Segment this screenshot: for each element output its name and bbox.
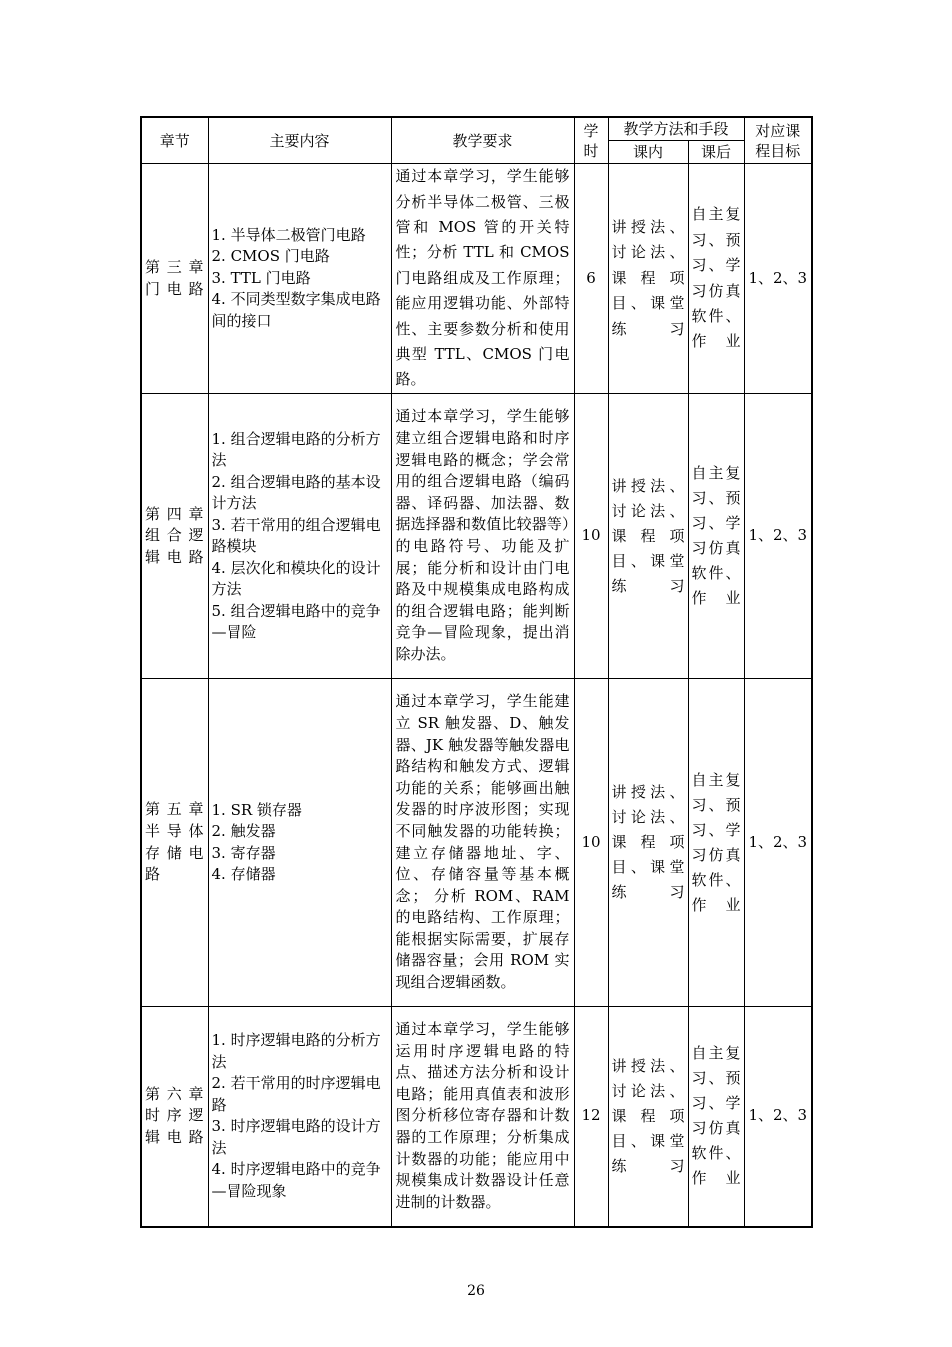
hours-cell: 10 (574, 394, 608, 679)
method-inside-cell: 讲授法、讨论法、课程项目、课堂练习 (608, 679, 688, 1007)
header-content: 主要内容 (208, 117, 391, 164)
requirement-cell: 通过本章学习，学生能够运用时序逻辑电路的特点、描述方法分析和设计电路；能用真值表和波形图分析移位寄存器和计数器的工作原理；分析集成计数器的功能；能应用中规模集成计数器设计任意进制的计数器。 (391, 1007, 574, 1227)
goal-cell: 1、2、3 (744, 1007, 812, 1227)
table-row (141, 394, 812, 679)
hours-cell: 10 (574, 679, 608, 1007)
goal-cell: 1、2、3 (744, 394, 812, 679)
header-chapter: 章节 (141, 117, 208, 164)
course-table (140, 116, 813, 1228)
header-methods: 教学方法和手段 (608, 117, 744, 141)
method-after-cell: 自主复习、预习、学习仿真软件、作业 (688, 679, 744, 1007)
table-row (141, 164, 812, 394)
page-number: 26 (467, 1283, 485, 1299)
requirement-cell: 通过本章学习，学生能够分析半导体二极管、三极管和 MOS 管的开关特性；分析 TTL 和 CMOS 门电路组成及工作原理；能应用逻辑功能、外部特性、主要参数分析和使用典型 TTL、CMOS 门电路。 (391, 164, 574, 394)
requirement-cell: 通过本章学习，学生能建立 SR 触发器、D、触发器、JK 触发器等触发器电路结构和触发方式、逻辑功能的关系；能够画出触发器的时序波形图；实现不同触发器的功能转换；建立存储器地址、字、位、存储容量等基本概念； 分析 ROM、RAM 的电路结构、工作原理；能根据实际需要，扩展存储器容量；会用 ROM 实现组合逻辑函数。 (391, 679, 574, 1007)
method-inside-cell: 讲授法、讨论法、课程项目、课堂练习 (608, 164, 688, 394)
method-after-cell: 自主复习、预习、学习仿真软件、作业 (688, 164, 744, 394)
requirement-cell: 通过本章学习，学生能够建立组合逻辑电路和时序逻辑电路的概念；学会常用的组合逻辑电路（编码器、译码器、加法器、数据选择器和数值比较器等）的电路符号、功能及扩展；能分析和设计由门电路及中规模集成电路构成的组合逻辑电路；能判断竞争—冒险现象，提出消除办法。 (391, 394, 574, 679)
hours-cell: 12 (574, 1007, 608, 1227)
header-requirement: 教学要求 (391, 117, 574, 164)
method-after-cell: 自主复习、预习、学习仿真软件、作业 (688, 1007, 744, 1227)
chapter-cell: 第 六 章 时序逻辑电路 (141, 1007, 208, 1227)
header-hours: 学时 (574, 117, 608, 164)
chapter-cell: 第 四 章 组合逻辑电路 (141, 394, 208, 679)
header-after: 课后 (688, 141, 744, 164)
content-cell: 1. 时序逻辑电路的分析方法 2. 若干常用的时序逻辑电路 3. 时序逻辑电路的设计方法 4. 时序逻辑电路中的竞争—冒险现象 (208, 1007, 391, 1227)
content-cell: 1. 半导体二极管门电路 2. CMOS 门电路 3. TTL 门电路 4. 不同类型数字集成电路间的接口 (208, 164, 391, 394)
content-cell: 1. SR 锁存器 2. 触发器 3. 寄存器 4. 存储器 (208, 679, 391, 1007)
content-cell: 1. 组合逻辑电路的分析方法 2. 组合逻辑电路的基本设计方法 3. 若干常用的组合逻辑电路模块 4. 层次化和模块化的设计方法 5. 组合逻辑电路中的竞争—冒险 (208, 394, 391, 679)
method-after-cell: 自主复习、预习、学习仿真软件、作业 (688, 394, 744, 679)
header-goal: 对应课程目标 (744, 117, 812, 164)
header-inside: 课内 (608, 141, 688, 164)
method-inside-cell: 讲授法、讨论法、课程项目、课堂练习 (608, 394, 688, 679)
chapter-cell: 第 三 章 门电路 (141, 164, 208, 394)
method-inside-cell: 讲授法、讨论法、课程项目、课堂练习 (608, 1007, 688, 1227)
table-row (141, 679, 812, 1007)
hours-cell: 6 (574, 164, 608, 394)
chapter-cell: 第 五 章 半导体存储电路 (141, 679, 208, 1007)
goal-cell: 1、2、3 (744, 164, 812, 394)
table-row (141, 1007, 812, 1227)
goal-cell: 1、2、3 (744, 679, 812, 1007)
